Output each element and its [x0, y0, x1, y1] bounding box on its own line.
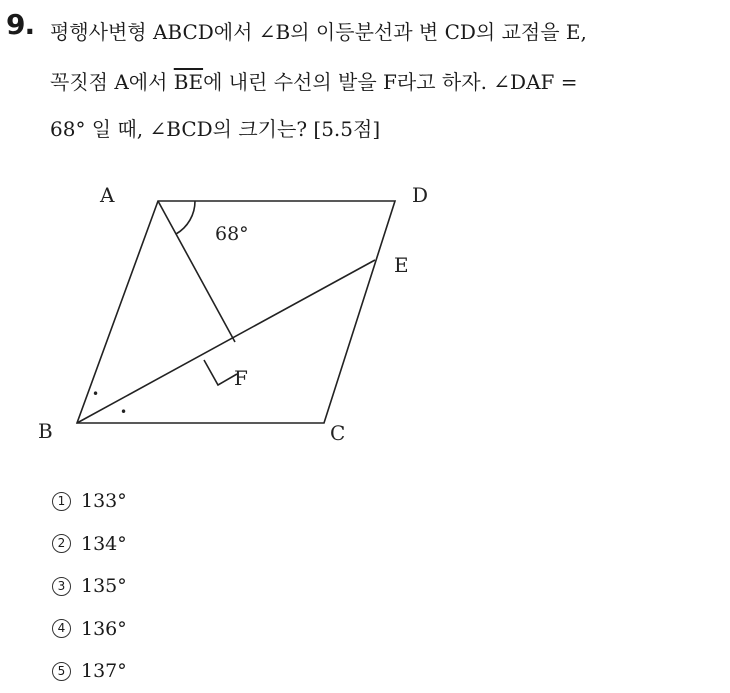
choice-1[interactable]: [52, 480, 127, 523]
choice-1-text: 133°: [81, 490, 127, 513]
choice-3-mark: 3: [52, 577, 71, 596]
choice-4[interactable]: [52, 608, 127, 651]
angle-label-68: 68°: [215, 223, 249, 245]
label-f: F: [234, 366, 248, 390]
choice-2-text: 134°: [81, 532, 127, 555]
question-line-2: [50, 66, 578, 95]
choice-5-text: 137°: [81, 660, 127, 683]
question-line-1: 평행사변형 ABCD에서 ∠B의 이등분선과 변 CD의 교점을 E,: [50, 20, 587, 44]
choice-5-mark: 5: [52, 662, 71, 681]
bisector-be: [77, 260, 375, 423]
question-line-2-prefix: 꼭짓점 A에서: [50, 70, 174, 94]
parallelogram-figure: [30, 180, 450, 460]
label-e: E: [394, 253, 409, 277]
label-a: A: [100, 183, 115, 207]
choice-2[interactable]: [52, 523, 127, 566]
label-c: C: [330, 421, 346, 445]
label-b: B: [38, 419, 53, 443]
label-d: D: [412, 183, 429, 207]
right-angle-mark: [204, 360, 237, 385]
segment-be: $\overline{BE}$: [173, 70, 204, 94]
angle-mark-abe: •: [92, 387, 100, 401]
answer-choices: [52, 480, 127, 693]
angle-arc-daf: [176, 201, 195, 234]
question-number: 9.: [6, 8, 35, 41]
choice-3-text: 135°: [81, 575, 127, 598]
choice-4-mark: 4: [52, 619, 71, 638]
choice-3[interactable]: [52, 565, 127, 608]
question-line-2-suffix: 에 내린 수선의 발을 F라고 하자. ∠DAF =: [203, 70, 578, 94]
angle-mark-ebc: •: [120, 405, 128, 419]
choice-4-text: 136°: [81, 617, 127, 640]
choice-1-mark: 1: [52, 492, 71, 511]
question-line-3: 68° 일 때, ∠BCD의 크기는? [5.5점]: [50, 117, 381, 141]
choice-5[interactable]: [52, 650, 127, 693]
choice-2-mark: 2: [52, 534, 71, 553]
